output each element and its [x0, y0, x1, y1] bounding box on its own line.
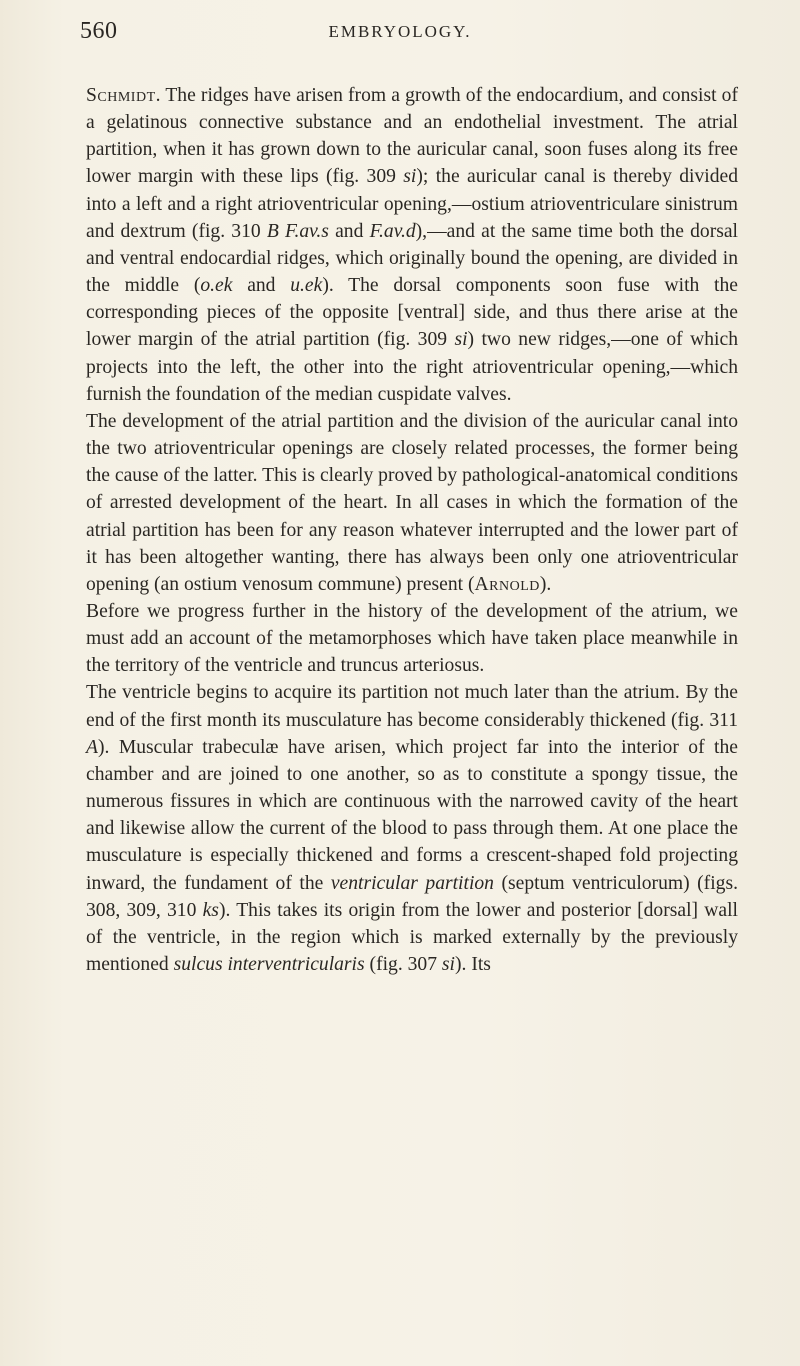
- text-run: ). Muscular trabeculæ have arisen, which project far into the interior of the chamber and are joined to one another, so as to constitute a spongy tissue, the numerous fissures in which are continuous with the narrowed cavity of the heart and likewise allow the current of the blood to pass through them. At one place the musculature is especially thickened and forms a crescent-shaped fold projecting inward, the fundament of the: [86, 736, 738, 894]
- italic-run: o.ek: [200, 275, 233, 297]
- small-caps-run: Schmidt: [86, 85, 156, 106]
- running-title: EMBRYOLOGY.: [328, 22, 472, 41]
- text-run: and: [328, 220, 370, 242]
- body-text: [86, 82, 738, 978]
- text-run: ). Its: [455, 954, 491, 975]
- small-caps-run: Arnold: [474, 573, 540, 595]
- text-run: ). The dorsal components soon fuse with the corresponding pieces of the opposite [ventral] side, and thus there arise at the lower margin of the atrial partition (fig. 309: [86, 275, 738, 351]
- text-run: ).: [539, 573, 552, 595]
- text-run: and: [232, 275, 291, 297]
- italic-run: sulcus interventricularis: [173, 954, 365, 975]
- paragraph-3: [86, 598, 738, 679]
- text-run: The development of the atrial partition and the division of the auricular canal into the two atrioventricular openings are closely related processes, the former being the cause of the latter. This is clearly proved by pathological-anatomical conditions of arrested development of the heart. In all cases in which the formation of the atrial partition has been for any reason whatever interrupted and the lower part of it has been altogether wanting, there has always been only one atrioventricular opening (an ostium venosum commune) present (: [86, 410, 738, 595]
- paragraph-1: [86, 82, 738, 408]
- italic-run: si: [441, 954, 455, 975]
- italic-run: ventricular partition: [330, 872, 494, 894]
- italic-run: A: [86, 736, 98, 758]
- italic-run: F.av.d: [369, 220, 416, 242]
- italic-run: si: [454, 329, 468, 351]
- text-run: . The ridges have arisen from a growth of the endocardium, and consist of a gelatinous connective substance and an endothelial investment. The atrial partition, when it has grown down to the auricular canal, soon fuses along its free lower margin with these lips (fig. 309: [86, 85, 738, 188]
- text-run: ) two new ridges,—one of which projects into the left, the other into the right atrioventricular opening,—which furnish the foundation of the median cuspidate valves.: [86, 329, 738, 405]
- text-run: ); the auricular canal is thereby divided into a left and a right atrioventricular opening,—ostium atrioventriculare sinistrum and dextrum (fig. 310: [86, 166, 739, 242]
- paragraph-4: [86, 679, 738, 978]
- text-run: ). This takes its origin from the lower and posterior [dorsal] wall of the ventricle, in the region which is marked externally by the previously mentioned: [86, 899, 738, 975]
- text-run: The ventricle begins to acquire its partition not much later than the atrium. By the end of the first month its musculature has become considerably thickened (fig. 311: [86, 682, 738, 731]
- italic-run: si: [403, 166, 417, 188]
- italic-run: B F.av.s: [266, 220, 329, 242]
- italic-run: ks: [202, 899, 219, 921]
- page-number: 560: [80, 18, 118, 44]
- text-run: (fig. 307: [364, 954, 442, 975]
- italic-run: u.ek: [290, 275, 323, 297]
- text-run: Before we progress further in the history of the development of the atrium, we must add an account of the metamorphoses which have taken place meanwhile in the territory of the ventricle and truncus arteriosus.: [86, 600, 738, 677]
- text-run: (septum ventriculorum) (figs. 308, 309, 310: [86, 872, 738, 921]
- paragraph-2: [86, 408, 738, 598]
- text-run: ),—and at the same time both the dorsal and ventral endocardial ridges, which originally bound the opening, are divided in the middle (: [86, 220, 738, 297]
